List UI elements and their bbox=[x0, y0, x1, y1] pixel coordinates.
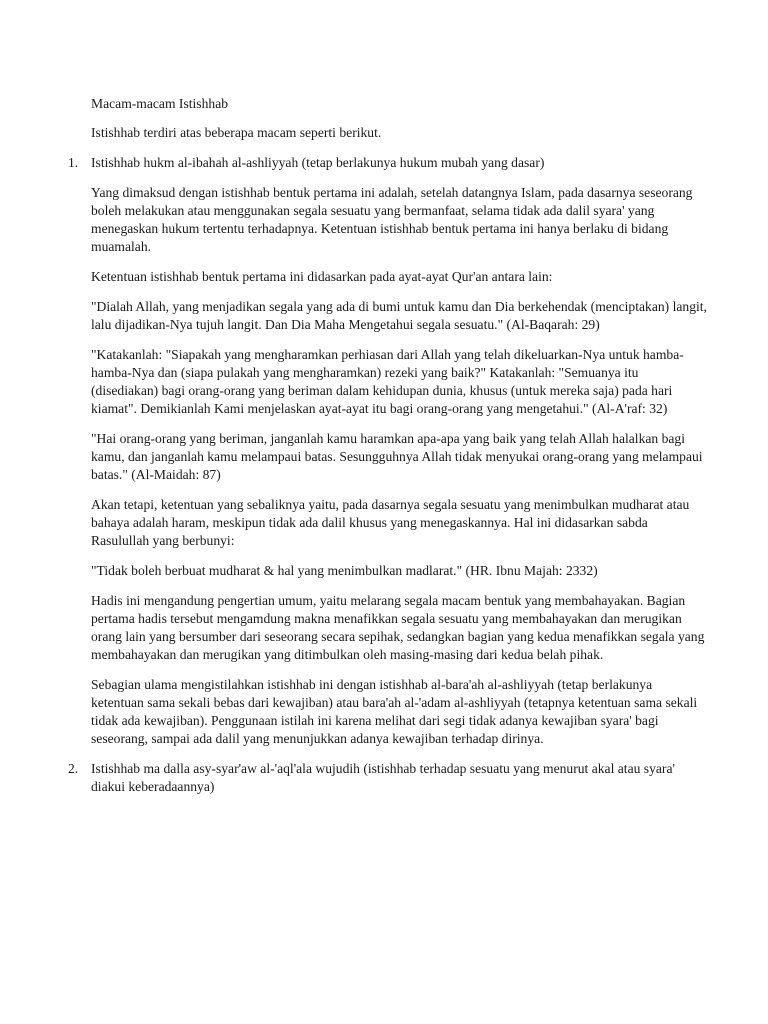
paragraph: Ketentuan istishhab bentuk pertama ini didasarkan pada ayat-ayat Qur'an antara lain: bbox=[91, 269, 553, 284]
list-item-heading: Istishhab ma dalla asy-syar'aw al-'aql'ala wujudih (istishhab terhadap sesuatu yang menurut akal atau syara' diakui keberadaannya) bbox=[91, 761, 675, 794]
paragraph: Hadis ini mengandung pengertian umum, yaitu melarang segala macam bentuk yang membahayakan. Bagian pertama hadis tersebut mengamdung makna menafikkan segala sesuatu yang membahayakan dan merugikan orang lain yang bersumber dari seseorang secara sepihak, sedangkan bagian yang kedua menafikkan segala yang membahayakan dan merugikan yang ditimbulkan oleh masing-masing dari kedua belah pihak. bbox=[91, 593, 705, 662]
list-item-heading: Istishhab hukm al-ibahah al-ashliyyah (tetap berlakunya hukum mubah yang dasar) bbox=[91, 155, 545, 170]
paragraph: Sebagian ulama mengistilahkan istishhab ini dengan istishhab al-bara'ah al-ashliyyah (tetap berlakunya ketentuan sama sekali bebas dari kewajiban) atau bara'ah al-'adam al-ashliyyah (tetapnya ketentuan sama sekali tidak ada kewajiban). Penggunaan istilah ini karena melihat dari segi tidak adanya kewajiban syara' bagi seseorang, sampai ada dalil yang menunjukkan adanya kewajiban terhadap dirinya. bbox=[91, 677, 698, 746]
quote-paragraph: "Hai orang-orang yang beriman, janganlah kamu haramkan apa-apa yang baik yang telah Allah halalkan bagi kamu, dan janganlah kamu melampaui batas. Sesungguhnya Allah tidak menyukai orang-orang yang melampaui batas." (Al-Maidah: 87) bbox=[91, 431, 703, 482]
paragraph: Akan tetapi, ketentuan yang sebaliknya yaitu, pada dasarnya segala sesuatu yang menimbulkan mudharat atau bahaya adalah haram, meskipun tidak ada dalil khusus yang menegaskannya. Hal ini didasarkan sabda Rasulullah yang berbunyi: bbox=[91, 497, 690, 548]
quote-paragraph: "Katakanlah: "Siapakah yang mengharamkan perhiasan dari Allah yang telah dikeluarkan-Nya untuk hamba-hamba-Nya dan (siapa pulakah yang mengharamkan) rezeki yang baik?" Katakanlah: "Semuanya itu (disediakan) bagi orang-orang yang beriman dalam kehidupan dunia, khusus (untuk mereka saja) pada hari kiamat". Demikianlah Kami menjelaskan ayat-ayat itu bagi orang-orang yang mengetahui." (Al-A'raf: 32) bbox=[91, 347, 684, 416]
document-title: Macam-macam Istishhab bbox=[91, 96, 229, 111]
list-item bbox=[68, 760, 708, 796]
paragraph: Yang dimaksud dengan istishhab bentuk pertama ini adalah, setelah datangnya Islam, pada dasarnya seseorang boleh melakukan atau menggunakan segala sesuatu yang bermanfaat, selama tidak ada dalil syara' yang menegaskan hukum tertentu terhadapnya. Ketentuan istishhab bentuk pertama ini hanya berlaku di bidang muamalah. bbox=[91, 185, 693, 254]
list-number: 1. bbox=[68, 155, 79, 170]
list-number: 2. bbox=[68, 761, 79, 776]
quote-paragraph: "Tidak boleh berbuat mudharat & hal yang menimbulkan madlarat." (HR. Ibnu Majah: 2332) bbox=[91, 563, 598, 578]
quote-paragraph: "Dialah Allah, yang menjadikan segala yang ada di bumi untuk kamu dan Dia berkehendak (menciptakan) langit, lalu dijadikan-Nya tujuh langit. Dan Dia Maha Mengetahui segala sesuatu." (Al-Baqarah: 29) bbox=[91, 299, 707, 332]
intro-text: Istishhab terdiri atas beberapa macam seperti berikut. bbox=[91, 125, 382, 140]
list-item bbox=[68, 154, 708, 748]
